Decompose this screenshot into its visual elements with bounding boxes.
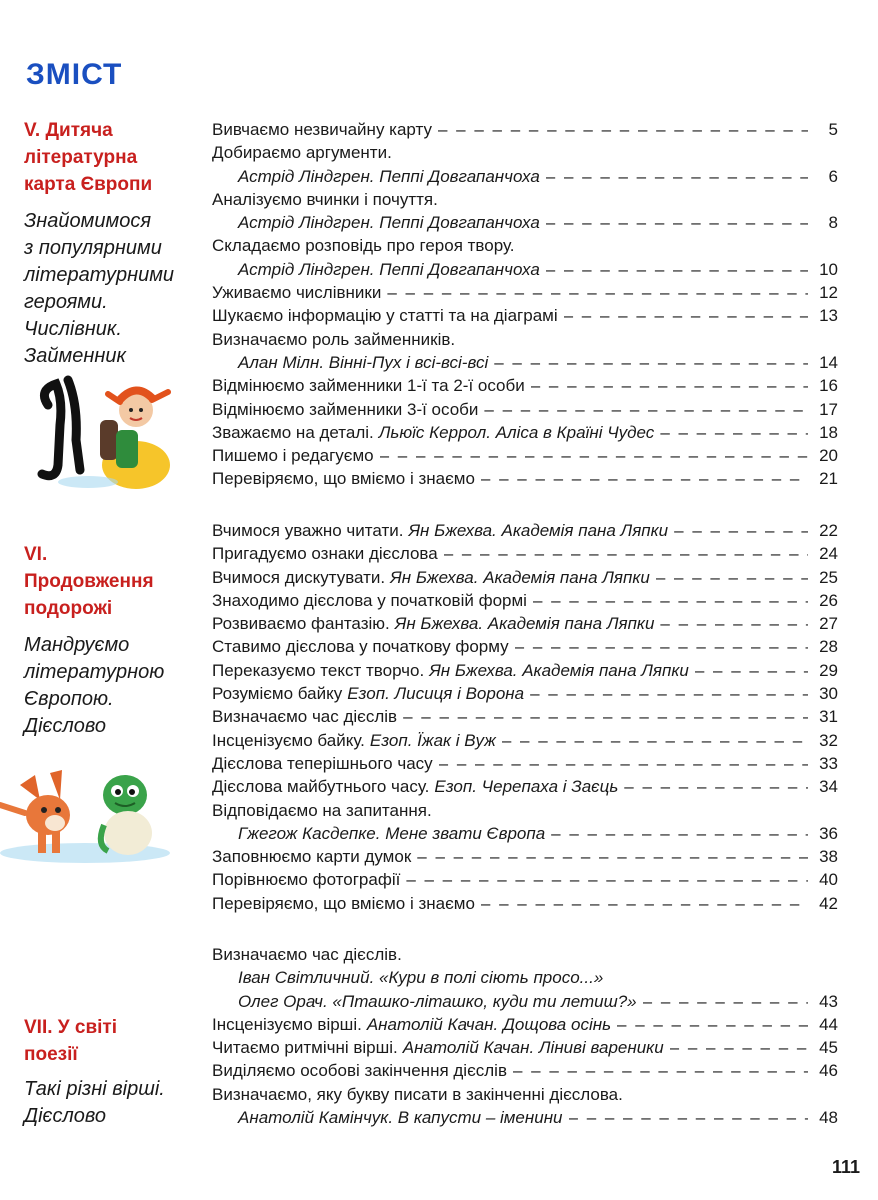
toc-entry-author: Анатолій Камінчук. В капусти – іменини bbox=[238, 1108, 563, 1128]
toc-entry bbox=[212, 568, 838, 591]
dot-leader bbox=[530, 684, 808, 704]
toc-entry-title: Знаходимо дієслова у початковій формі bbox=[212, 590, 527, 610]
toc-entry bbox=[212, 1038, 838, 1061]
toc-entry bbox=[212, 870, 838, 893]
dot-leader bbox=[515, 637, 808, 657]
toc-entry bbox=[212, 824, 838, 847]
toc-entry-page: 17 bbox=[819, 399, 838, 419]
toc-entry bbox=[212, 731, 838, 754]
toc-entry-page: 43 bbox=[819, 991, 838, 1011]
dot-leader bbox=[481, 894, 808, 914]
toc-entry-page: 10 bbox=[819, 259, 838, 279]
dot-leader bbox=[674, 521, 808, 541]
toc-entry-page: 24 bbox=[819, 544, 838, 564]
toc-entry-title: Шукаємо інформацію у статті та на діаграмі bbox=[212, 306, 558, 326]
toc-entry-page: 40 bbox=[819, 870, 838, 890]
unit-6-toc bbox=[212, 521, 838, 917]
unit-6-title: VI. Продовження подорожі bbox=[24, 544, 154, 619]
toc-entry-page: 14 bbox=[819, 352, 838, 372]
toc-entry-author: Ян Бжехва. Академія пана Ляпки bbox=[394, 614, 655, 634]
toc-entry-author: Езоп. Їжак і Вуж bbox=[369, 730, 496, 750]
dot-leader bbox=[417, 847, 808, 867]
toc-entry-page: 13 bbox=[819, 306, 838, 326]
toc-entry-page: 44 bbox=[819, 1014, 838, 1034]
toc-entry-page: 30 bbox=[819, 684, 838, 704]
toc-entry-page: 28 bbox=[819, 637, 838, 657]
toc-entry-title: Вивчаємо незвичайну карту bbox=[212, 120, 432, 139]
toc-entry bbox=[212, 1108, 838, 1131]
toc-entry bbox=[212, 614, 838, 637]
toc-entry-page: 20 bbox=[819, 446, 838, 466]
toc-entry-page: 29 bbox=[819, 660, 838, 680]
toc-entry bbox=[212, 167, 838, 190]
toc-entry-author: Олег Орач. «Пташко-літашко, куди ти летиш?» bbox=[238, 991, 637, 1011]
toc-entry bbox=[212, 353, 838, 376]
toc-entry bbox=[212, 306, 838, 329]
toc-entry-page: 18 bbox=[819, 422, 838, 442]
dot-leader bbox=[546, 167, 808, 187]
dot-leader bbox=[670, 1038, 808, 1058]
toc-entry bbox=[212, 400, 838, 423]
toc-entry-title: Інсценізуємо вірші. bbox=[212, 1014, 362, 1034]
dot-leader bbox=[438, 120, 808, 140]
toc-entry-page: 36 bbox=[819, 823, 838, 843]
dot-leader bbox=[484, 400, 808, 420]
toc-entry-title: Визначаємо роль займенників. bbox=[212, 329, 456, 349]
toc-entry-page: 26 bbox=[819, 590, 838, 610]
toc-entry bbox=[212, 236, 838, 259]
toc-entry-page: 16 bbox=[819, 376, 838, 396]
toc-entry-title: Добираємо аргументи. bbox=[212, 143, 392, 163]
toc-entry-page: 48 bbox=[819, 1108, 838, 1128]
toc-entry-title: Визначаємо, яку букву писати в закінченні дієслова. bbox=[212, 1084, 623, 1104]
toc-entry-title: Відмінюємо займенники 3-ї особи bbox=[212, 399, 479, 419]
unit-5-toc bbox=[212, 120, 838, 493]
toc-entry bbox=[212, 801, 838, 824]
toc-entry-author: Астрід Ліндгрен. Пеппі Довгапанчоха bbox=[238, 259, 540, 279]
toc-entry-page: 6 bbox=[828, 166, 838, 186]
toc-entry bbox=[212, 707, 838, 730]
toc-entry bbox=[212, 637, 838, 660]
toc-entry bbox=[212, 120, 838, 143]
toc-entry bbox=[212, 1085, 838, 1108]
toc-entry-title: Перевіряємо, що вміємо і знаємо bbox=[212, 469, 475, 489]
toc-entry bbox=[212, 446, 838, 469]
dot-leader bbox=[531, 376, 808, 396]
toc-entry bbox=[212, 376, 838, 399]
toc-entry-page: 31 bbox=[819, 707, 838, 727]
toc-entry-page: 38 bbox=[819, 847, 838, 867]
dot-leader bbox=[569, 1108, 808, 1128]
toc-entry-title: Інсценізуємо байку. bbox=[212, 730, 365, 750]
toc-entry bbox=[212, 423, 838, 446]
toc-entry-title: Дієслова майбутнього часу. bbox=[212, 777, 430, 797]
dot-leader bbox=[624, 777, 808, 797]
dot-leader bbox=[551, 824, 808, 844]
dot-leader bbox=[660, 423, 808, 443]
dot-leader bbox=[380, 446, 808, 466]
toc-entry bbox=[212, 894, 838, 917]
toc-entry bbox=[212, 591, 838, 614]
toc-entry bbox=[212, 968, 838, 991]
page-title: ЗМІСТ bbox=[26, 58, 123, 91]
toc-entry-title: Відповідаємо на запитання. bbox=[212, 800, 432, 820]
toc-entry-author: Астрід Ліндгрен. Пеппі Довгапанчоха bbox=[238, 166, 540, 186]
toc-entry bbox=[212, 143, 838, 166]
unit-6-description: Мандруємо літературною Європою. Дієслово bbox=[24, 634, 165, 737]
dot-leader bbox=[617, 1015, 808, 1035]
unit-7-description: Такі різні вірші. Дієслово bbox=[24, 1078, 165, 1127]
unit-5-description: Знайомимося з популярними літературними героями. Числівник. Займенник bbox=[24, 210, 175, 367]
toc-entry bbox=[212, 469, 838, 492]
toc-entry bbox=[212, 521, 838, 544]
toc-entry-title: Аналізуємо вчинки і почуття. bbox=[212, 189, 438, 209]
dot-leader bbox=[564, 306, 808, 326]
unit-7-title: VII. У світі поезії bbox=[24, 1017, 117, 1065]
toc-entry bbox=[212, 213, 838, 236]
toc-entry-page: 46 bbox=[819, 1061, 838, 1081]
toc-entry-author: Езоп. Черепаха і Заєць bbox=[434, 777, 619, 797]
toc-entry-author: Езоп. Лисиця і Ворона bbox=[347, 684, 525, 704]
toc-entry-author: Астрід Ліндгрен. Пеппі Довгапанчоха bbox=[238, 213, 540, 233]
toc-entry-author: Анатолій Качан. Дощова осінь bbox=[366, 1014, 612, 1034]
toc-entry bbox=[212, 992, 838, 1015]
toc-entry bbox=[212, 847, 838, 870]
dot-leader bbox=[502, 731, 808, 751]
dot-leader bbox=[406, 870, 808, 890]
toc-entry-page: 25 bbox=[819, 567, 838, 587]
toc-entry bbox=[212, 330, 838, 353]
toc-entry bbox=[212, 544, 838, 567]
toc-entry-title: Вчимося уважно читати. bbox=[212, 521, 404, 540]
toc-entry bbox=[212, 777, 838, 800]
toc-entry-page: 5 bbox=[828, 120, 838, 139]
toc-entry-title: Виділяємо особові закінчення дієслів bbox=[212, 1061, 507, 1081]
toc-entry-title: Визначаємо час дієслів bbox=[212, 707, 398, 727]
toc-entry-author: Алан Мілн. Вінні-Пух і всі-всі-всі bbox=[238, 352, 489, 372]
toc-entry-title: Порівнюємо фотографії bbox=[212, 870, 401, 890]
toc-entry-author: Анатолій Качан. Ліниві вареники bbox=[402, 1038, 664, 1058]
toc-entry bbox=[212, 260, 838, 283]
toc-entry-title: Переказуємо текст творчо. bbox=[212, 660, 425, 680]
toc-entry-title: Розуміємо байку bbox=[212, 684, 343, 704]
dot-leader bbox=[660, 614, 808, 634]
toc-entry bbox=[212, 283, 838, 306]
page-number: 111 bbox=[831, 1157, 860, 1177]
toc-entry-page: 34 bbox=[819, 777, 838, 797]
toc-entry-page: 32 bbox=[819, 730, 838, 750]
toc-entry bbox=[212, 661, 838, 684]
dot-leader bbox=[387, 283, 808, 303]
pippi-illustration bbox=[28, 370, 178, 495]
toc-entry-author: Ян Бжехва. Академія пана Ляпки bbox=[408, 521, 669, 540]
toc-entry-title: Вчимося дискутувати. bbox=[212, 567, 386, 587]
toc-entry bbox=[212, 945, 838, 968]
toc-entry-title: Визначаємо час дієслів. bbox=[212, 945, 402, 964]
toc-entry-title: Пишемо і редагуємо bbox=[212, 446, 374, 466]
toc-entry-title: Відмінюємо займенники 1-ї та 2-ї особи bbox=[212, 376, 525, 396]
toc-entry-title: Заповнюємо карти думок bbox=[212, 847, 412, 867]
dot-leader bbox=[643, 992, 808, 1012]
toc-entry-page: 45 bbox=[819, 1038, 838, 1058]
toc-entry-title: Уживаємо числівники bbox=[212, 283, 382, 303]
toc-entry-page: 21 bbox=[819, 469, 838, 489]
toc-entry-page: 8 bbox=[828, 213, 838, 233]
toc-entry-title: Складаємо розповідь про героя твору. bbox=[212, 236, 515, 256]
toc-entry-page: 27 bbox=[819, 614, 838, 634]
toc-entry-title: Ставимо дієслова у початкову форму bbox=[212, 637, 509, 657]
toc-entry bbox=[212, 190, 838, 213]
toc-entry bbox=[212, 754, 838, 777]
toc-entry-title: Читаємо ритмічні вірші. bbox=[212, 1038, 398, 1058]
dot-leader bbox=[656, 568, 808, 588]
dot-leader bbox=[403, 707, 808, 727]
dot-leader bbox=[444, 544, 808, 564]
toc-entry-page: 22 bbox=[819, 521, 838, 540]
toc-entry-author: Ян Бжехва. Академія пана Ляпки bbox=[390, 567, 650, 587]
unit-5-title: V. Дитяча літературна карта Європи bbox=[24, 120, 153, 195]
unit-7-toc bbox=[212, 945, 838, 1131]
dot-leader bbox=[513, 1061, 808, 1081]
dot-leader bbox=[695, 661, 808, 681]
dot-leader bbox=[546, 260, 808, 280]
toc-entry-title: Розвиваємо фантазію. bbox=[212, 614, 390, 634]
toc-entry-title: Пригадуємо ознаки дієслова bbox=[212, 544, 438, 564]
dot-leader bbox=[533, 591, 808, 611]
dot-leader bbox=[546, 213, 808, 233]
toc-entry bbox=[212, 1015, 838, 1038]
toc-entry-author: Льюїс Керрол. Аліса в Країні Чудес bbox=[378, 422, 655, 442]
toc-entry-author: Ян Бжехва. Академія пана Ляпки bbox=[429, 660, 689, 680]
toc-entry bbox=[212, 1061, 838, 1084]
toc-entry-page: 42 bbox=[819, 893, 838, 913]
dot-leader bbox=[439, 754, 808, 774]
dot-leader bbox=[481, 469, 808, 489]
toc-entry-author: Іван Світличний. «Кури в полі сіють просо...» bbox=[238, 968, 604, 988]
toc-entry-page: 33 bbox=[819, 753, 838, 773]
fox-turtle-illustration bbox=[0, 765, 170, 865]
toc-entry-title: Дієслова теперішнього часу bbox=[212, 753, 433, 773]
toc-entry-author: Гжегож Касдепке. Мене звати Європа bbox=[238, 823, 546, 843]
toc-entry-title: Перевіряємо, що вміємо і знаємо bbox=[212, 893, 475, 913]
dot-leader bbox=[494, 353, 808, 373]
toc-entry-title: Зважаємо на деталі. bbox=[212, 422, 374, 442]
toc-entry bbox=[212, 684, 838, 707]
toc-entry-page: 12 bbox=[819, 283, 838, 303]
